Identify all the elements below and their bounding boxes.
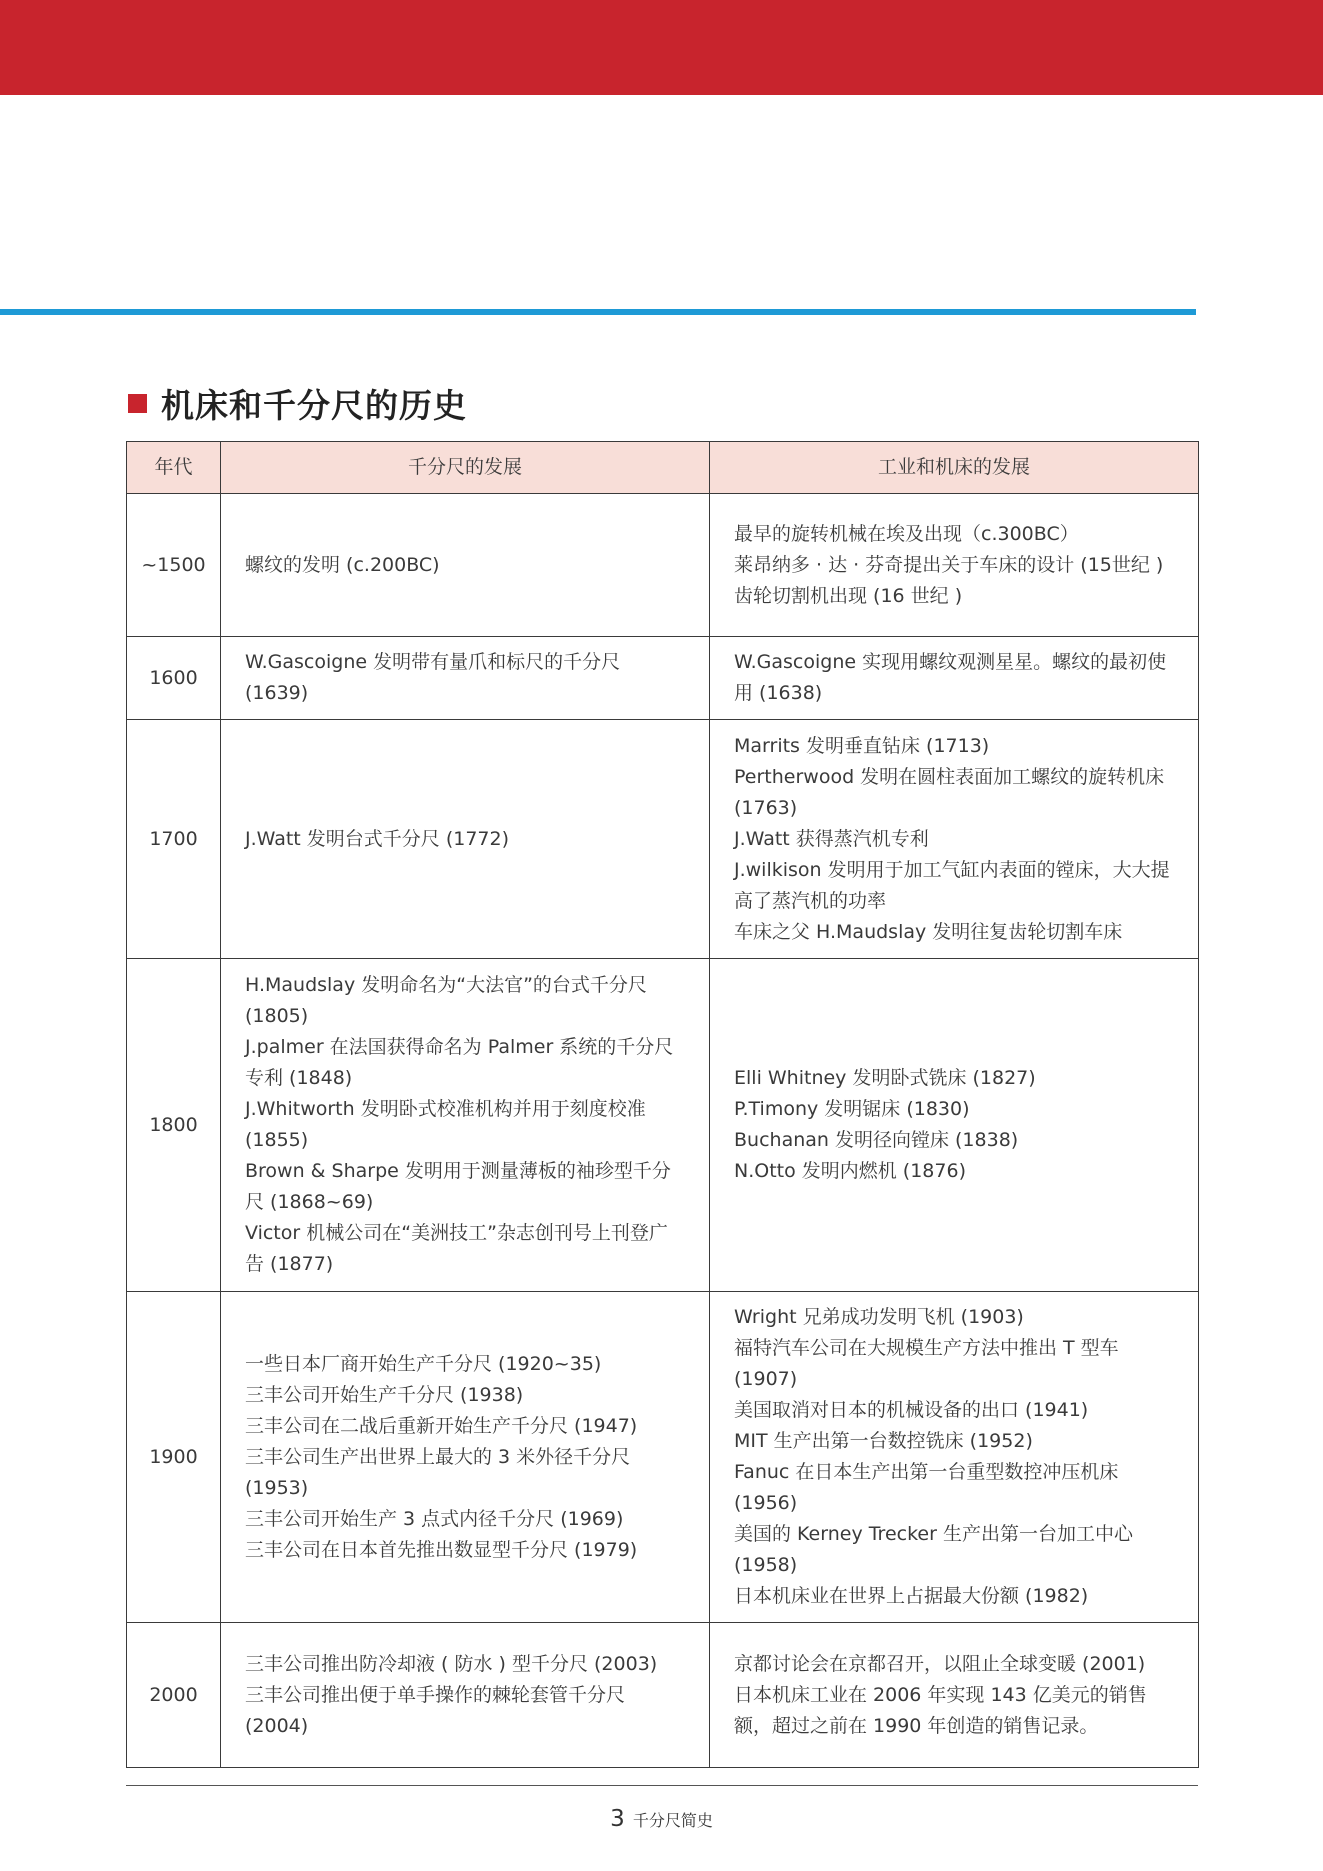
micrometer-cell — [221, 1292, 710, 1623]
entry: 三丰公司在日本首先推出数显型千分尺 (1979) — [245, 1538, 638, 1561]
era-cell: 1700 — [127, 720, 221, 959]
entry: 三丰公司在二战后重新开始生产千分尺 (1947) — [245, 1414, 638, 1437]
era-cell: 1800 — [127, 959, 221, 1292]
table-row — [127, 720, 1199, 959]
era-cell: 1900 — [127, 1292, 221, 1623]
section-heading — [128, 383, 467, 423]
industry-cell — [710, 1623, 1199, 1768]
entry: 京都讨论会在京都召开，以阻止全球变暖 (2001) — [734, 1652, 1146, 1675]
entry: 车床之父 H.Maudslay 发明往复齿轮切割车床 — [734, 920, 1123, 943]
entry: 三丰公司推出防冷却液 ( 防水 ) 型千分尺 (2003) — [245, 1652, 658, 1675]
entry: 三丰公司开始生产千分尺 (1938) — [245, 1383, 524, 1406]
table-row — [127, 637, 1199, 720]
era-cell: 1600 — [127, 637, 221, 720]
entry: Pertherwood 发明在圆柱表面加工螺纹的旋转机床 (1763) — [734, 765, 1165, 819]
table-row — [127, 1292, 1199, 1623]
header-divider — [0, 309, 1196, 315]
entry: 三丰公司推出便于单手操作的棘轮套管千分尺 (2004) — [245, 1683, 626, 1737]
entry: W.Gascoigne 发明带有量爪和标尺的千分尺 (1639) — [245, 651, 621, 704]
footer-divider — [126, 1785, 1198, 1786]
table-row — [127, 494, 1199, 637]
entry: 美国取消对日本的机械设备的出口 (1941) — [734, 1399, 1089, 1421]
header-era: 年代 — [127, 442, 221, 494]
entry: 最早的旋转机械在埃及出现（c.300BC） — [734, 522, 1079, 545]
entry: N.Otto 发明内燃机 (1876) — [734, 1160, 966, 1182]
micrometer-cell — [221, 637, 710, 720]
entry: P.Timony 发明锯床 (1830) — [734, 1098, 970, 1120]
entry: J.Watt 获得蒸汽机专利 — [734, 827, 929, 850]
entry: J.Watt 发明台式千分尺 (1772) — [245, 827, 510, 850]
top-red-band — [0, 0, 1323, 95]
era-cell: ~1500 — [127, 494, 221, 637]
micrometer-cell — [221, 959, 710, 1292]
header-micrometer: 千分尺的发展 — [221, 442, 710, 494]
entry: 三丰公司开始生产 3 点式内径千分尺 (1969) — [245, 1507, 624, 1530]
entry: 莱昂纳多 · 达 · 芬奇提出关于车床的设计 (15世纪 ) — [734, 553, 1164, 576]
entry: 福特汽车公司在大规模生产方法中推出 T 型车 (1907) — [734, 1337, 1119, 1390]
industry-cell — [710, 1292, 1199, 1623]
entry: 一些日本厂商开始生产千分尺 (1920~35) — [245, 1352, 602, 1375]
footer-label: 千分尺简史 — [632, 1811, 713, 1830]
entry: Brown & Sharpe 发明用于测量薄板的袖珍型千分尺 (1868~69) — [245, 1160, 671, 1213]
history-table — [126, 441, 1199, 1768]
entry: W.Gascoigne 实现用螺纹观测星星。螺纹的最初使用 (1638) — [734, 651, 1167, 704]
industry-cell — [710, 637, 1199, 720]
table-row — [127, 1623, 1199, 1768]
entry: 齿轮切割机出现 (16 世纪 ) — [734, 584, 963, 607]
entry: J.palmer 在法国获得命名为 Palmer 系统的千分尺专利 (1848) — [245, 1036, 674, 1089]
entry: 螺纹的发明 (c.200BC) — [245, 553, 440, 576]
entry: Marrits 发明垂直钻床 (1713) — [734, 734, 990, 757]
industry-cell — [710, 959, 1199, 1292]
page-number: 3 — [610, 1806, 625, 1832]
micrometer-cell — [221, 494, 710, 637]
entry: Buchanan 发明径向镗床 (1838) — [734, 1129, 1019, 1151]
entry: J.wilkison 发明用于加工气缸内表面的镗床，大大提高了蒸汽机的功率 — [734, 858, 1170, 912]
entry: 日本机床业在世界上占据最大份额 (1982) — [734, 1585, 1089, 1607]
entry: J.Whitworth 发明卧式校准机构并用于刻度校准 (1855) — [245, 1098, 646, 1151]
entry: Elli Whitney 发明卧式铣床 (1827) — [734, 1067, 1036, 1089]
section-title: 机床和千分尺的历史 — [161, 385, 467, 425]
industry-cell — [710, 720, 1199, 959]
entry: Victor 机械公司在“美洲技工”杂志创刊号上刊登广告 (1877) — [245, 1222, 668, 1275]
entry: 美国的 Kerney Trecker 生产出第一台加工中心 (1958) — [734, 1523, 1133, 1576]
page-footer — [0, 1806, 1323, 1832]
era-cell: 2000 — [127, 1623, 221, 1768]
industry-cell — [710, 494, 1199, 637]
table-row — [127, 959, 1199, 1292]
micrometer-cell — [221, 720, 710, 959]
entry: Fanuc 在日本生产出第一台重型数控冲压机床 (1956) — [734, 1461, 1119, 1514]
entry: H.Maudslay 发明命名为“大法官”的台式千分尺 (1805) — [245, 974, 647, 1027]
entry: 日本机床工业在 2006 年实现 143 亿美元的销售额，超过之前在 1990 年创造的销售记录。 — [734, 1683, 1147, 1737]
micrometer-cell — [221, 1623, 710, 1768]
entry: 三丰公司生产出世界上最大的 3 米外径千分尺 (1953) — [245, 1445, 631, 1499]
header-industry: 工业和机床的发展 — [710, 442, 1199, 494]
red-square-icon — [128, 394, 147, 413]
table-header-row — [127, 442, 1199, 494]
entry: Wright 兄弟成功发明飞机 (1903) — [734, 1306, 1024, 1328]
entry: MIT 生产出第一台数控铣床 (1952) — [734, 1430, 1033, 1452]
